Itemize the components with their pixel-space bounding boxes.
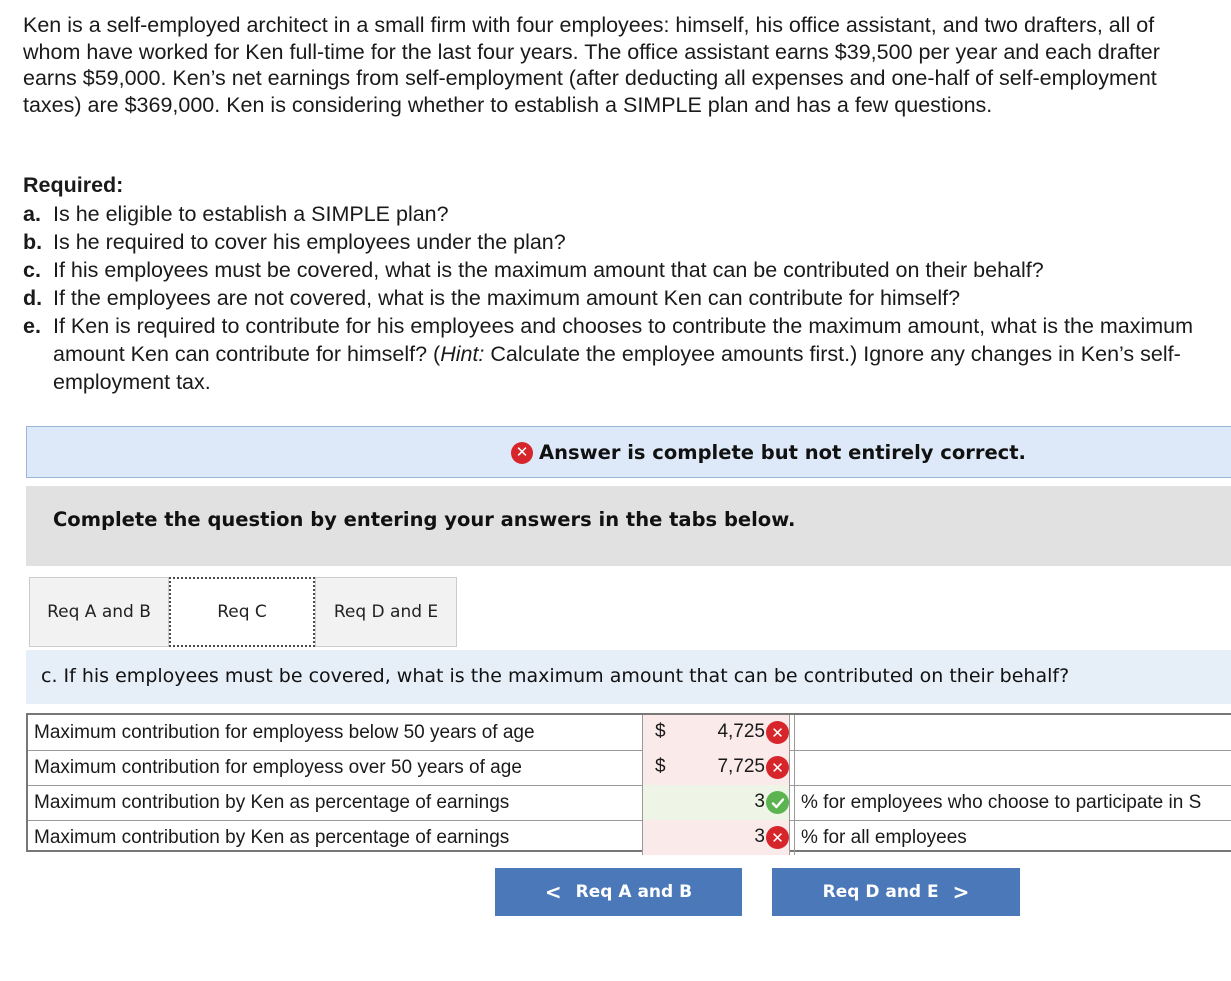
row-label: Maximum contribution for employess over 50 years of age bbox=[28, 750, 643, 785]
answer-input[interactable] bbox=[643, 715, 790, 750]
incorrect-x-icon: ✕ bbox=[766, 826, 789, 849]
chevron-left-icon: < bbox=[544, 880, 562, 904]
requirement-text: Is he required to cover his employees under the plan? bbox=[53, 230, 566, 254]
row-suffix bbox=[794, 750, 1231, 785]
row-label: Maximum contribution by Ken as percentage of earnings bbox=[28, 820, 643, 855]
x-circle-icon: ✕ bbox=[511, 442, 533, 464]
requirement-text-cont: Calculate the employee amounts first.) Ignore any changes in Ken’s self-employment tax. bbox=[53, 342, 1181, 394]
table-row bbox=[28, 750, 1231, 786]
answer-value: 4,725 bbox=[717, 721, 765, 742]
requirement-text: If his employees must be covered, what is the maximum amount that can be contributed on their behalf? bbox=[53, 258, 1044, 282]
incorrect-x-icon: ✕ bbox=[766, 721, 789, 744]
currency-symbol: $ bbox=[655, 756, 666, 777]
answer-table bbox=[26, 713, 1231, 852]
table-row bbox=[28, 785, 1231, 821]
currency-symbol: $ bbox=[655, 721, 666, 742]
requirement-a bbox=[23, 200, 1213, 228]
requirement-text: Is he eligible to establish a SIMPLE plan? bbox=[53, 202, 449, 226]
question-bar bbox=[26, 650, 1231, 704]
prev-tab-label: Req A and B bbox=[575, 882, 693, 902]
row-suffix: % for all employees bbox=[794, 820, 1231, 855]
row-suffix: % for employees who choose to participate in S bbox=[794, 785, 1231, 820]
row-label: Maximum contribution by Ken as percentage of earnings bbox=[28, 785, 643, 820]
next-tab-button[interactable] bbox=[772, 868, 1020, 916]
answer-value: 3 bbox=[754, 826, 765, 847]
answer-value: 3 bbox=[754, 791, 765, 812]
requirement-text: If the employees are not covered, what is the maximum amount Ken can contribute for himself? bbox=[53, 286, 961, 310]
next-tab-label: Req D and E bbox=[822, 882, 939, 902]
row-label: Maximum contribution for employess below 50 years of age bbox=[28, 715, 643, 750]
requirement-text: If Ken is required to contribute for his employees and chooses to contribute the maximum amount, what is the maximum amount Ken can contribute for himself? ( bbox=[53, 314, 1194, 366]
hint-label: Hint: bbox=[440, 342, 485, 366]
requirement-letter: d. bbox=[23, 286, 43, 310]
requirement-letter: c. bbox=[23, 258, 41, 282]
instruction-panel bbox=[26, 486, 1231, 566]
requirement-letter: e. bbox=[23, 314, 41, 338]
question-text: c. If his employees must be covered, what is the maximum amount that can be contributed on their behalf? bbox=[41, 665, 1070, 687]
requirement-e bbox=[23, 312, 1213, 396]
answer-status-text: Answer is complete but not entirely correct. bbox=[539, 441, 1026, 464]
table-row bbox=[28, 820, 1231, 855]
requirement-d bbox=[23, 284, 1213, 312]
requirement-b bbox=[23, 228, 1213, 256]
answer-value: 7,725 bbox=[717, 756, 765, 777]
requirements-list bbox=[23, 200, 1213, 396]
prev-tab-button[interactable] bbox=[495, 868, 742, 916]
answer-input[interactable] bbox=[643, 785, 790, 820]
tab-req-a-and-b[interactable]: Req A and B bbox=[29, 577, 169, 647]
tab-req-c[interactable]: Req C bbox=[169, 577, 315, 647]
row-suffix bbox=[794, 715, 1231, 750]
required-heading: Required: bbox=[23, 173, 124, 197]
requirement-c bbox=[23, 256, 1213, 284]
instruction-text: Complete the question by entering your answers in the tabs below. bbox=[53, 508, 796, 531]
answer-status-banner bbox=[26, 426, 1231, 478]
answer-input[interactable] bbox=[643, 750, 790, 785]
check-icon bbox=[766, 791, 789, 814]
requirement-letter: b. bbox=[23, 230, 43, 254]
tab-req-d-and-e[interactable]: Req D and E bbox=[315, 577, 457, 647]
chevron-right-icon: > bbox=[952, 880, 970, 904]
problem-intro: Ken is a self-employed architect in a small firm with four employees: himself, his office assistant, and two drafters, all of whom have worked for Ken full-time for the last four years. The office assistant earns $39,500 per year and each drafter earns $59,000. Ken’s net earnings from self-employment (after deducting all expenses and one-half of self-employment taxes) are $369,000. Ken is considering whether to establish a SIMPLE plan and has a few questions. bbox=[23, 13, 1160, 117]
table-row bbox=[28, 715, 1231, 751]
requirement-tabs bbox=[29, 577, 457, 647]
answer-input[interactable] bbox=[643, 820, 790, 855]
incorrect-x-icon: ✕ bbox=[766, 756, 789, 779]
requirement-letter: a. bbox=[23, 202, 41, 226]
